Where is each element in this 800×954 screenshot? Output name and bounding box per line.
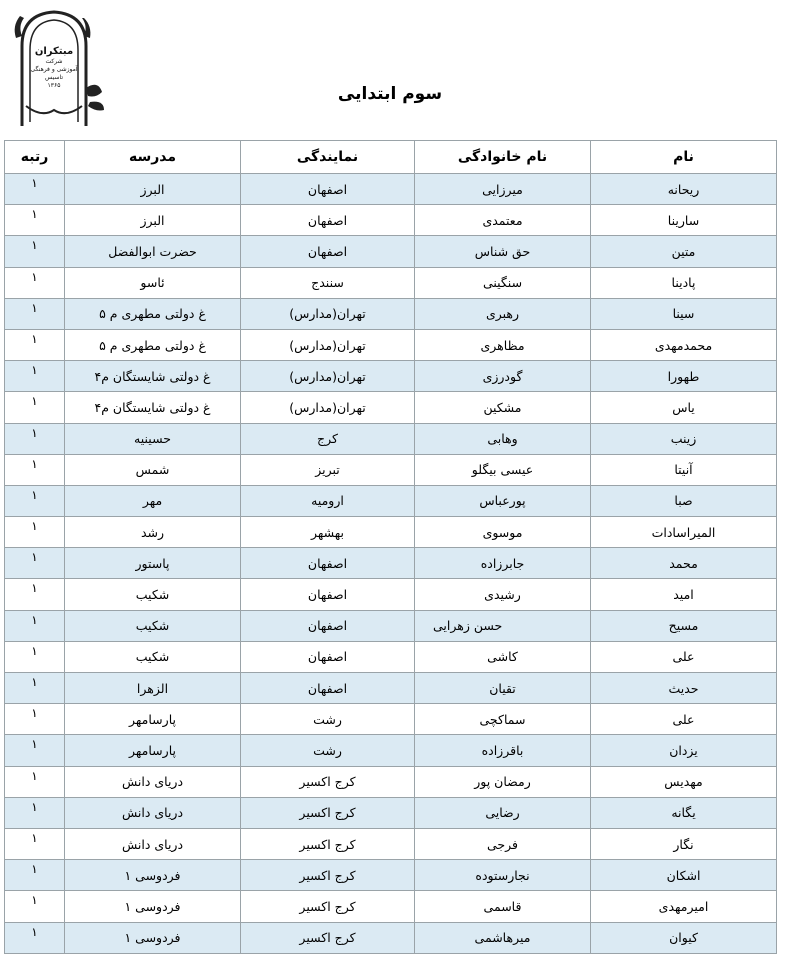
cell-name: صبا: [591, 485, 777, 516]
cell-family: رشیدی: [415, 579, 591, 610]
column-header-name: نام: [591, 141, 777, 174]
cell-branch: اصفهان: [241, 641, 415, 672]
table-row: [5, 298, 777, 329]
logo-line-1: شرکت: [45, 58, 63, 65]
cell-branch: رشت: [241, 735, 415, 766]
cell-family: میرزایی: [415, 174, 591, 205]
table-row: [5, 517, 777, 548]
cell-branch: کرج اکسیر: [241, 891, 415, 922]
cell-school: مهر: [65, 485, 241, 516]
table-row: [5, 205, 777, 236]
table-row: [5, 485, 777, 516]
cell-name: آنیتا: [591, 454, 777, 485]
cell-school: پارسامهر: [65, 704, 241, 735]
cell-family: موسوی: [415, 517, 591, 548]
cell-branch: اصفهان: [241, 205, 415, 236]
cell-school: پارسامهر: [65, 735, 241, 766]
cell-school: دریای دانش: [65, 828, 241, 859]
table-row: [5, 579, 777, 610]
cell-branch: تهران(مدارس): [241, 361, 415, 392]
cell-school: حضرت ابوالفضل: [65, 236, 241, 267]
cell-branch: رشت: [241, 704, 415, 735]
table-row: [5, 329, 777, 360]
cell-branch: تهران(مدارس): [241, 329, 415, 360]
table-row: [5, 860, 777, 891]
table-row: [5, 174, 777, 205]
cell-rank: ۱: [5, 610, 65, 641]
column-header-rank: رتبه: [5, 141, 65, 174]
cell-school: فردوسی ۱: [65, 922, 241, 953]
cell-family: مشکین: [415, 392, 591, 423]
table-row: [5, 454, 777, 485]
cell-school: البرز: [65, 174, 241, 205]
table-row: [5, 797, 777, 828]
cell-branch: اصفهان: [241, 673, 415, 704]
cell-family: کاشی: [415, 641, 591, 672]
cell-name: یزدان: [591, 735, 777, 766]
cell-family: رضایی: [415, 797, 591, 828]
cell-school: غ دولتی شایستگان م۴: [65, 392, 241, 423]
table-row: [5, 267, 777, 298]
cell-rank: ۱: [5, 797, 65, 828]
cell-school: الزهرا: [65, 673, 241, 704]
cell-rank: ۱: [5, 704, 65, 735]
cell-name: یاس: [591, 392, 777, 423]
company-logo: [8, 6, 108, 128]
cell-family: گودرزی: [415, 361, 591, 392]
cell-family: تقیان: [415, 673, 591, 704]
cell-rank: ۱: [5, 485, 65, 516]
table-row: [5, 891, 777, 922]
cell-name: علی: [591, 641, 777, 672]
cell-branch: اصفهان: [241, 579, 415, 610]
cell-school: شکیب: [65, 579, 241, 610]
cell-rank: ۱: [5, 579, 65, 610]
table-row: [5, 766, 777, 797]
cell-school: دریای دانش: [65, 797, 241, 828]
cell-family: رمضان پور: [415, 766, 591, 797]
cell-branch: کرج اکسیر: [241, 828, 415, 859]
cell-family: نجارستوده: [415, 860, 591, 891]
cell-school: البرز: [65, 205, 241, 236]
cell-name: متین: [591, 236, 777, 267]
column-header-branch: نمایندگی: [241, 141, 415, 174]
cell-family: وهابی: [415, 423, 591, 454]
cell-rank: ۱: [5, 922, 65, 953]
table-row: [5, 673, 777, 704]
cell-school: شمس: [65, 454, 241, 485]
cell-rank: ۱: [5, 174, 65, 205]
cell-family: حق شناس: [415, 236, 591, 267]
cell-name: محمد: [591, 548, 777, 579]
cell-rank: ۱: [5, 298, 65, 329]
cell-name: حدیث: [591, 673, 777, 704]
cell-name: محمدمهدی: [591, 329, 777, 360]
cell-branch: کرج اکسیر: [241, 766, 415, 797]
cell-school: غ دولتی مطهری م ۵: [65, 329, 241, 360]
logo-line-4: ۱۳۶۵: [47, 82, 61, 89]
table-row: [5, 392, 777, 423]
table-row: [5, 423, 777, 454]
cell-name: مسیح: [591, 610, 777, 641]
cell-rank: ۱: [5, 205, 65, 236]
cell-school: فردوسی ۱: [65, 891, 241, 922]
cell-rank: ۱: [5, 361, 65, 392]
cell-rank: ۱: [5, 392, 65, 423]
cell-family: معتمدی: [415, 205, 591, 236]
cell-branch: اصفهان: [241, 548, 415, 579]
cell-branch: اصفهان: [241, 236, 415, 267]
cell-name: اشکان: [591, 860, 777, 891]
cell-rank: ۱: [5, 548, 65, 579]
cell-family: پورعباس: [415, 485, 591, 516]
cell-family: مظاهری: [415, 329, 591, 360]
cell-branch: تبریز: [241, 454, 415, 485]
cell-school: پاستور: [65, 548, 241, 579]
cell-branch: تهران(مدارس): [241, 298, 415, 329]
cell-family: میرهاشمی: [415, 922, 591, 953]
table-row: [5, 641, 777, 672]
cell-branch: کرج اکسیر: [241, 860, 415, 891]
cell-branch: کرج اکسیر: [241, 922, 415, 953]
cell-family: حسن زهرایی: [415, 610, 591, 641]
cell-rank: ۱: [5, 891, 65, 922]
cell-name: المیراسادات: [591, 517, 777, 548]
cell-rank: ۱: [5, 236, 65, 267]
cell-branch: اصفهان: [241, 610, 415, 641]
cell-name: مهدیس: [591, 766, 777, 797]
column-header-school: مدرسه: [65, 141, 241, 174]
page-title: سوم ابتدایی: [337, 84, 443, 104]
cell-school: فردوسی ۱: [65, 860, 241, 891]
cell-rank: ۱: [5, 329, 65, 360]
cell-family: رهبری: [415, 298, 591, 329]
cell-branch: کرج اکسیر: [241, 797, 415, 828]
cell-name: یگانه: [591, 797, 777, 828]
cell-school: شکیب: [65, 610, 241, 641]
cell-school: رشد: [65, 517, 241, 548]
cell-name: امید: [591, 579, 777, 610]
table-header-row: [5, 141, 777, 174]
cell-name: طهورا: [591, 361, 777, 392]
cell-name: پادینا: [591, 267, 777, 298]
cell-rank: ۱: [5, 423, 65, 454]
cell-branch: سنندج: [241, 267, 415, 298]
cell-rank: ۱: [5, 673, 65, 704]
cell-family: فرجی: [415, 828, 591, 859]
cell-family: سنگینی: [415, 267, 591, 298]
cell-name: سارینا: [591, 205, 777, 236]
cell-rank: ۱: [5, 860, 65, 891]
cell-school: دریای دانش: [65, 766, 241, 797]
cell-school: غ دولتی مطهری م ۵: [65, 298, 241, 329]
cell-rank: ۱: [5, 267, 65, 298]
cell-rank: ۱: [5, 735, 65, 766]
cell-rank: ۱: [5, 641, 65, 672]
cell-branch: اصفهان: [241, 174, 415, 205]
logo-line-2: آموزشی و فرهنگی: [30, 66, 78, 73]
table-row: [5, 828, 777, 859]
cell-name: کیوان: [591, 922, 777, 953]
table-row: [5, 610, 777, 641]
cell-family: سماکچی: [415, 704, 591, 735]
cell-family: عیسی بیگلو: [415, 454, 591, 485]
logo-title: مبتکران: [34, 46, 74, 57]
cell-branch: ارومیه: [241, 485, 415, 516]
cell-name: علی: [591, 704, 777, 735]
table-row: [5, 236, 777, 267]
cell-family: قاسمی: [415, 891, 591, 922]
results-table: [4, 140, 777, 954]
cell-rank: ۱: [5, 766, 65, 797]
table-row: [5, 548, 777, 579]
cell-rank: ۱: [5, 517, 65, 548]
cell-name: امیرمهدی: [591, 891, 777, 922]
cell-school: ئاسو: [65, 267, 241, 298]
logo-line-3: تاسیس: [45, 74, 63, 81]
cell-school: غ دولتی شایستگان م۴: [65, 361, 241, 392]
cell-rank: ۱: [5, 828, 65, 859]
table-row: [5, 735, 777, 766]
cell-family: جابرزاده: [415, 548, 591, 579]
cell-family: باقرزاده: [415, 735, 591, 766]
cell-name: ریحانه: [591, 174, 777, 205]
cell-branch: تهران(مدارس): [241, 392, 415, 423]
cell-name: زینب: [591, 423, 777, 454]
cell-branch: کرج: [241, 423, 415, 454]
cell-school: حسینیه: [65, 423, 241, 454]
cell-name: نگار: [591, 828, 777, 859]
cell-school: شکیب: [65, 641, 241, 672]
table-row: [5, 361, 777, 392]
table-body: [5, 174, 777, 954]
cell-name: سینا: [591, 298, 777, 329]
cell-branch: بهشهر: [241, 517, 415, 548]
table-row: [5, 922, 777, 953]
table-row: [5, 704, 777, 735]
cell-rank: ۱: [5, 454, 65, 485]
column-header-family: نام خانوادگی: [415, 141, 591, 174]
